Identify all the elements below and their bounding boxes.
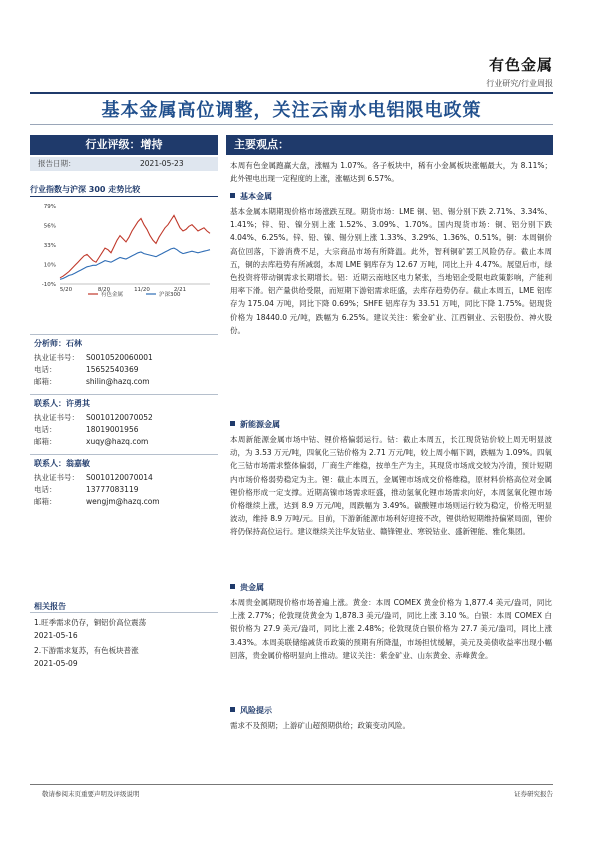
email-label: 邮箱： (34, 377, 57, 386)
legend-label: 沪深300 (159, 292, 181, 298)
sidebar-divider (30, 612, 218, 613)
section-title: 基本金属 (240, 192, 272, 201)
related-report-date: 2021-05-09 (34, 659, 78, 668)
section-base-metals (230, 191, 272, 202)
x-tick-label: 5/20 (59, 287, 73, 293)
report-date-value: 2021-05-23 (140, 159, 184, 168)
sidebar-divider (30, 334, 218, 335)
precious-metals-paragraph: 本周贵金属期现价格市场普遍上涨。黄金：本周 COMEX 黄金价格为 1,877.4 美元/盎司，同比上涨 2.77%；伦敦现货黄金为 1,878.3 美元/盎司，同比上涨 3.10 %。白银：本周 COMEX 白银价格为 27.9 美元/盎司，同比上涨 2.48%；伦敦现货白银价格为 27.7 美元/盎司，同比上涨 3.43%。本周美联储缩减货币政策的预期有所降温，市场担忧缓解，美元及美债收益率出现小幅回落，贵金属价格明显向上推动。建议关注：紫金矿业、山东黄金、赤峰黄金。 (230, 598, 552, 660)
footer-disclaimer: 敬请参阅末页重要声明及评级说明 (42, 790, 140, 798)
phone-number: 18019001956 (86, 425, 139, 434)
risk-paragraph: 需求不及预期；上游矿山超预期供给；政策变动风险。 (230, 721, 410, 730)
y-tick-label: -10% (41, 282, 56, 288)
main-points-header (226, 135, 553, 155)
new-energy-metals-paragraph: 本周新能源金属市场中钴、锂价格偏弱运行。钴：截止本周五，长江现货钴价较上周无明显波动，为 3.53 万元/吨，四氧化三钴价格为 2.71 万元/吨，较上周小幅下调，跌幅为 1.09%。四氧化三钴市场需求整体偏弱，厂商生产维稳，按单生产为主，其现货市场成交较为冷清，预计短期内市场价格弱势稳定为主。锂：截止本周五，金属锂市场成交价格维稳，原材料价格高位对金属锂价格形成一定支撑。近期高镍市场需求旺盛，推动氢氧化锂市场需求向好，本周氢氧化锂市场价格继续上涨，达到 8.9 万元/吨，周跌幅为 3.49%。碳酸锂市场则运行较为稳定，价格无明显波动，维持 8.9 万吨/元。目前，下游新能源市场利好迎接不改，锂供给短期维持偏紧局面，锂价将仍保持高位运行。建议继续关注华友钴业、赣锋锂业、寒锐钴业、盛新锂能、雅化集团。 (230, 435, 552, 537)
email-link[interactable]: shilin@hazq.com (86, 377, 150, 386)
x-tick-label: 8/20 (97, 287, 111, 293)
analyst-name: 联系人：翁嘉敏 (34, 459, 90, 468)
analyst-3 (34, 458, 90, 469)
y-tick-label: 56% (43, 223, 56, 230)
report-date-row (30, 157, 218, 171)
chart-title: 行业指数与沪深 300 走势比较 (30, 185, 141, 194)
title-rule (30, 124, 553, 125)
index-comparison-chart (30, 200, 218, 300)
chart-title-rule (30, 196, 218, 197)
analyst-name: 联系人：许勇其 (34, 399, 90, 408)
square-bullet-icon (230, 193, 235, 198)
legend-label: 有色金属 (101, 292, 124, 298)
sidebar-divider (30, 454, 218, 455)
y-tick-label: 79% (43, 204, 56, 210)
cert-label: 执业证书号： (34, 413, 79, 422)
related-report-2[interactable] (34, 644, 214, 670)
analyst-2 (34, 398, 90, 409)
phone-number: 15652540369 (86, 365, 139, 374)
sector-label: 有色金属 (488, 56, 553, 74)
email-link[interactable]: wengjm@hazq.com (86, 497, 160, 506)
analyst-2-info (34, 412, 153, 448)
email-label: 邮箱： (34, 497, 57, 506)
main-points-title: 主要观点： (234, 138, 289, 151)
phone-number: 13777083119 (86, 485, 139, 494)
cert-label: 执业证书号： (34, 353, 79, 362)
intro-paragraph: 本周有色金属跑赢大盘，涨幅为 1.07%。各子板块中，稀有小金属板块涨幅最大，为 8.11%；此外锂电出现一定程度的上涨，涨幅达到 6.57%。 (230, 161, 552, 184)
related-reports-title: 相关报告 (34, 602, 66, 611)
section-precious-metals (230, 582, 264, 593)
section-title: 风险提示 (240, 706, 272, 715)
header-rule (30, 92, 553, 94)
y-tick-label: 33% (43, 243, 56, 249)
analyst-3-info (34, 472, 160, 508)
phone-label: 电话： (34, 485, 57, 494)
related-report-title: 2.下游需求复苏，有色板块普涨 (34, 646, 139, 655)
x-tick-label: 11/20 (134, 287, 150, 293)
report-date-label: 报告日期： (38, 159, 76, 168)
square-bullet-icon (230, 584, 235, 589)
cert-number: S0010120070052 (86, 413, 153, 422)
footer-report-type: 证券研究报告 (514, 790, 553, 798)
cert-number: S0010520060001 (86, 353, 153, 362)
industry-rating: 行业评级：增持 (30, 135, 218, 155)
analyst-1-info (34, 352, 153, 388)
report-type: 行业研究/行业周报 (486, 79, 553, 88)
phone-label: 电话： (34, 365, 57, 374)
related-report-1[interactable] (34, 616, 214, 642)
section-title: 贵金属 (240, 583, 264, 592)
series-line-nonferrous (60, 215, 210, 277)
section-risk (230, 705, 272, 716)
related-report-title: 1.旺季需求仍存，铜铝价高位震荡 (34, 618, 147, 627)
analyst-1 (34, 338, 82, 349)
phone-label: 电话： (34, 425, 57, 434)
sidebar-divider (30, 394, 218, 395)
x-tick-label: 2/21 (173, 287, 187, 293)
report-title: 基本金属高位调整，关注云南水电铝限电政策 (101, 100, 482, 121)
series-line-csi300 (60, 248, 210, 279)
base-metals-paragraph: 基本金属本期期现价格市场涨跌互现。期货市场：LME 铜、铝、锡分别下跌 2.71%、3.34%、1.41%；锌、铅、镍分别上涨 1.52%、3.09%、1.70%。国内现货市场：铜、铝分别下跌 4.04%、6.25%。锌、铅、镍、锡分别上涨 1.33%、3.29%、1.36%、0.51%。铜：本周铜价高位回落，下游消费不足，大宗商品市场有所降温。此外，智利铜矿罢工风险仍存。截止本周五，铜的去库趋势有所减弱，本周 LME 铜库存为 12.67 万吨，同比上升 4.47%。展望后市，绿色投资将带动铜需求长期增长。铝：近期云南地区电力紧张，当地铝企受限电政策影响，产能利用率下滑。铝产量供给受限，而短期下游铝需求旺盛，去库存趋势仍存。截止本周五，LME 铝库存为 175.04 万吨，同比下降 0.69%；SHFE 铝库存为 33.51 万吨，同比下降 1.75%。铝现货价格为 18440.0 元/吨，跌幅为 6.25%。建议关注：紫金矿业、江西铜业、云铝股份、神火股份。 (230, 207, 552, 335)
email-label: 邮箱： (34, 437, 57, 446)
square-bullet-icon (230, 421, 235, 426)
cert-label: 执业证书号： (34, 473, 79, 482)
email-link[interactable]: xuqy@hazq.com (86, 437, 149, 446)
section-title: 新能源金属 (240, 420, 280, 429)
y-tick-label: 10% (43, 262, 56, 269)
analyst-name: 分析师：石林 (34, 339, 82, 348)
cert-number: S0010120070014 (86, 473, 153, 482)
related-report-date: 2021-05-16 (34, 631, 78, 640)
square-bullet-icon (230, 707, 235, 712)
footer-rule (30, 784, 553, 785)
section-new-energy-metals (230, 419, 280, 430)
